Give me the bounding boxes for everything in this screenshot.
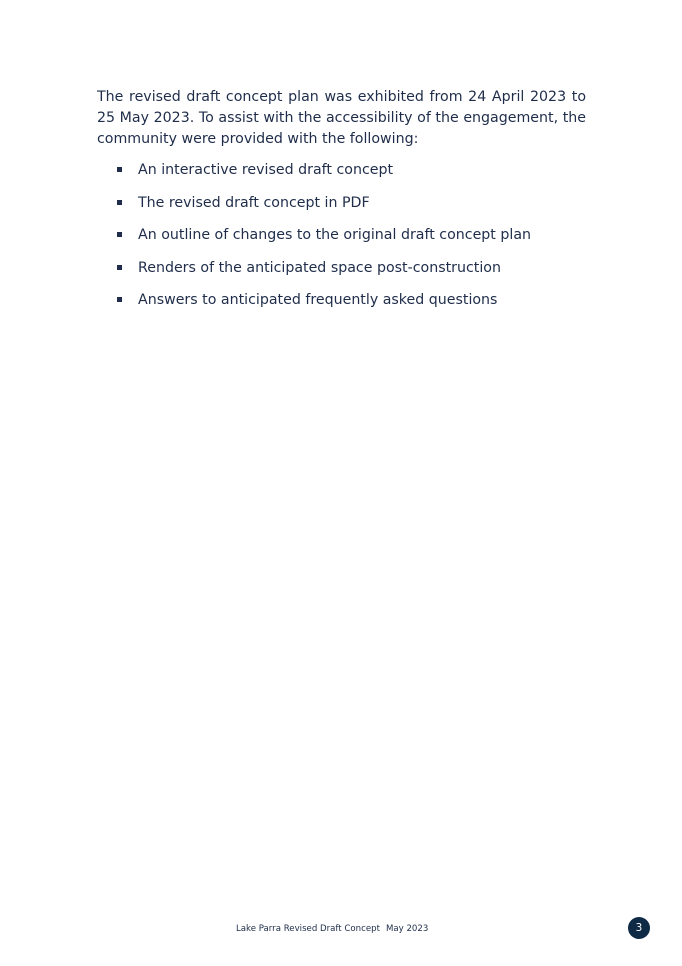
list-item bbox=[117, 225, 587, 258]
footer-date: May 2023 bbox=[385, 924, 429, 934]
list-item-text: Renders of the anticipated space post-construction bbox=[138, 259, 501, 276]
intro-paragraph: The revised draft concept plan was exhibited from 24 April 2023 to 25 May 2023. To assist with the accessibility of the engagement, the community were provided with the following: bbox=[97, 89, 586, 147]
list-item bbox=[117, 258, 587, 291]
list-item-text: Answers to anticipated frequently asked questions bbox=[138, 292, 498, 308]
footer-label bbox=[236, 921, 428, 937]
list-item-text: An interactive revised draft concept bbox=[138, 162, 394, 178]
square-bullet-icon bbox=[117, 232, 122, 237]
list-item bbox=[117, 160, 587, 193]
list-item-text: The revised draft concept in PDF bbox=[138, 194, 370, 211]
square-bullet-icon bbox=[117, 297, 122, 302]
bullet-list bbox=[117, 160, 587, 323]
page-number-badge: 3 bbox=[628, 917, 650, 939]
footer-document-title: Lake Parra Revised Draft Concept bbox=[236, 924, 380, 934]
square-bullet-icon bbox=[117, 200, 122, 205]
list-item-text: An outline of changes to the original draft concept plan bbox=[138, 227, 532, 243]
square-bullet-icon bbox=[117, 167, 122, 172]
list-item bbox=[117, 290, 587, 323]
page-footer bbox=[0, 921, 682, 937]
square-bullet-icon bbox=[117, 265, 122, 270]
list-item bbox=[117, 193, 587, 226]
